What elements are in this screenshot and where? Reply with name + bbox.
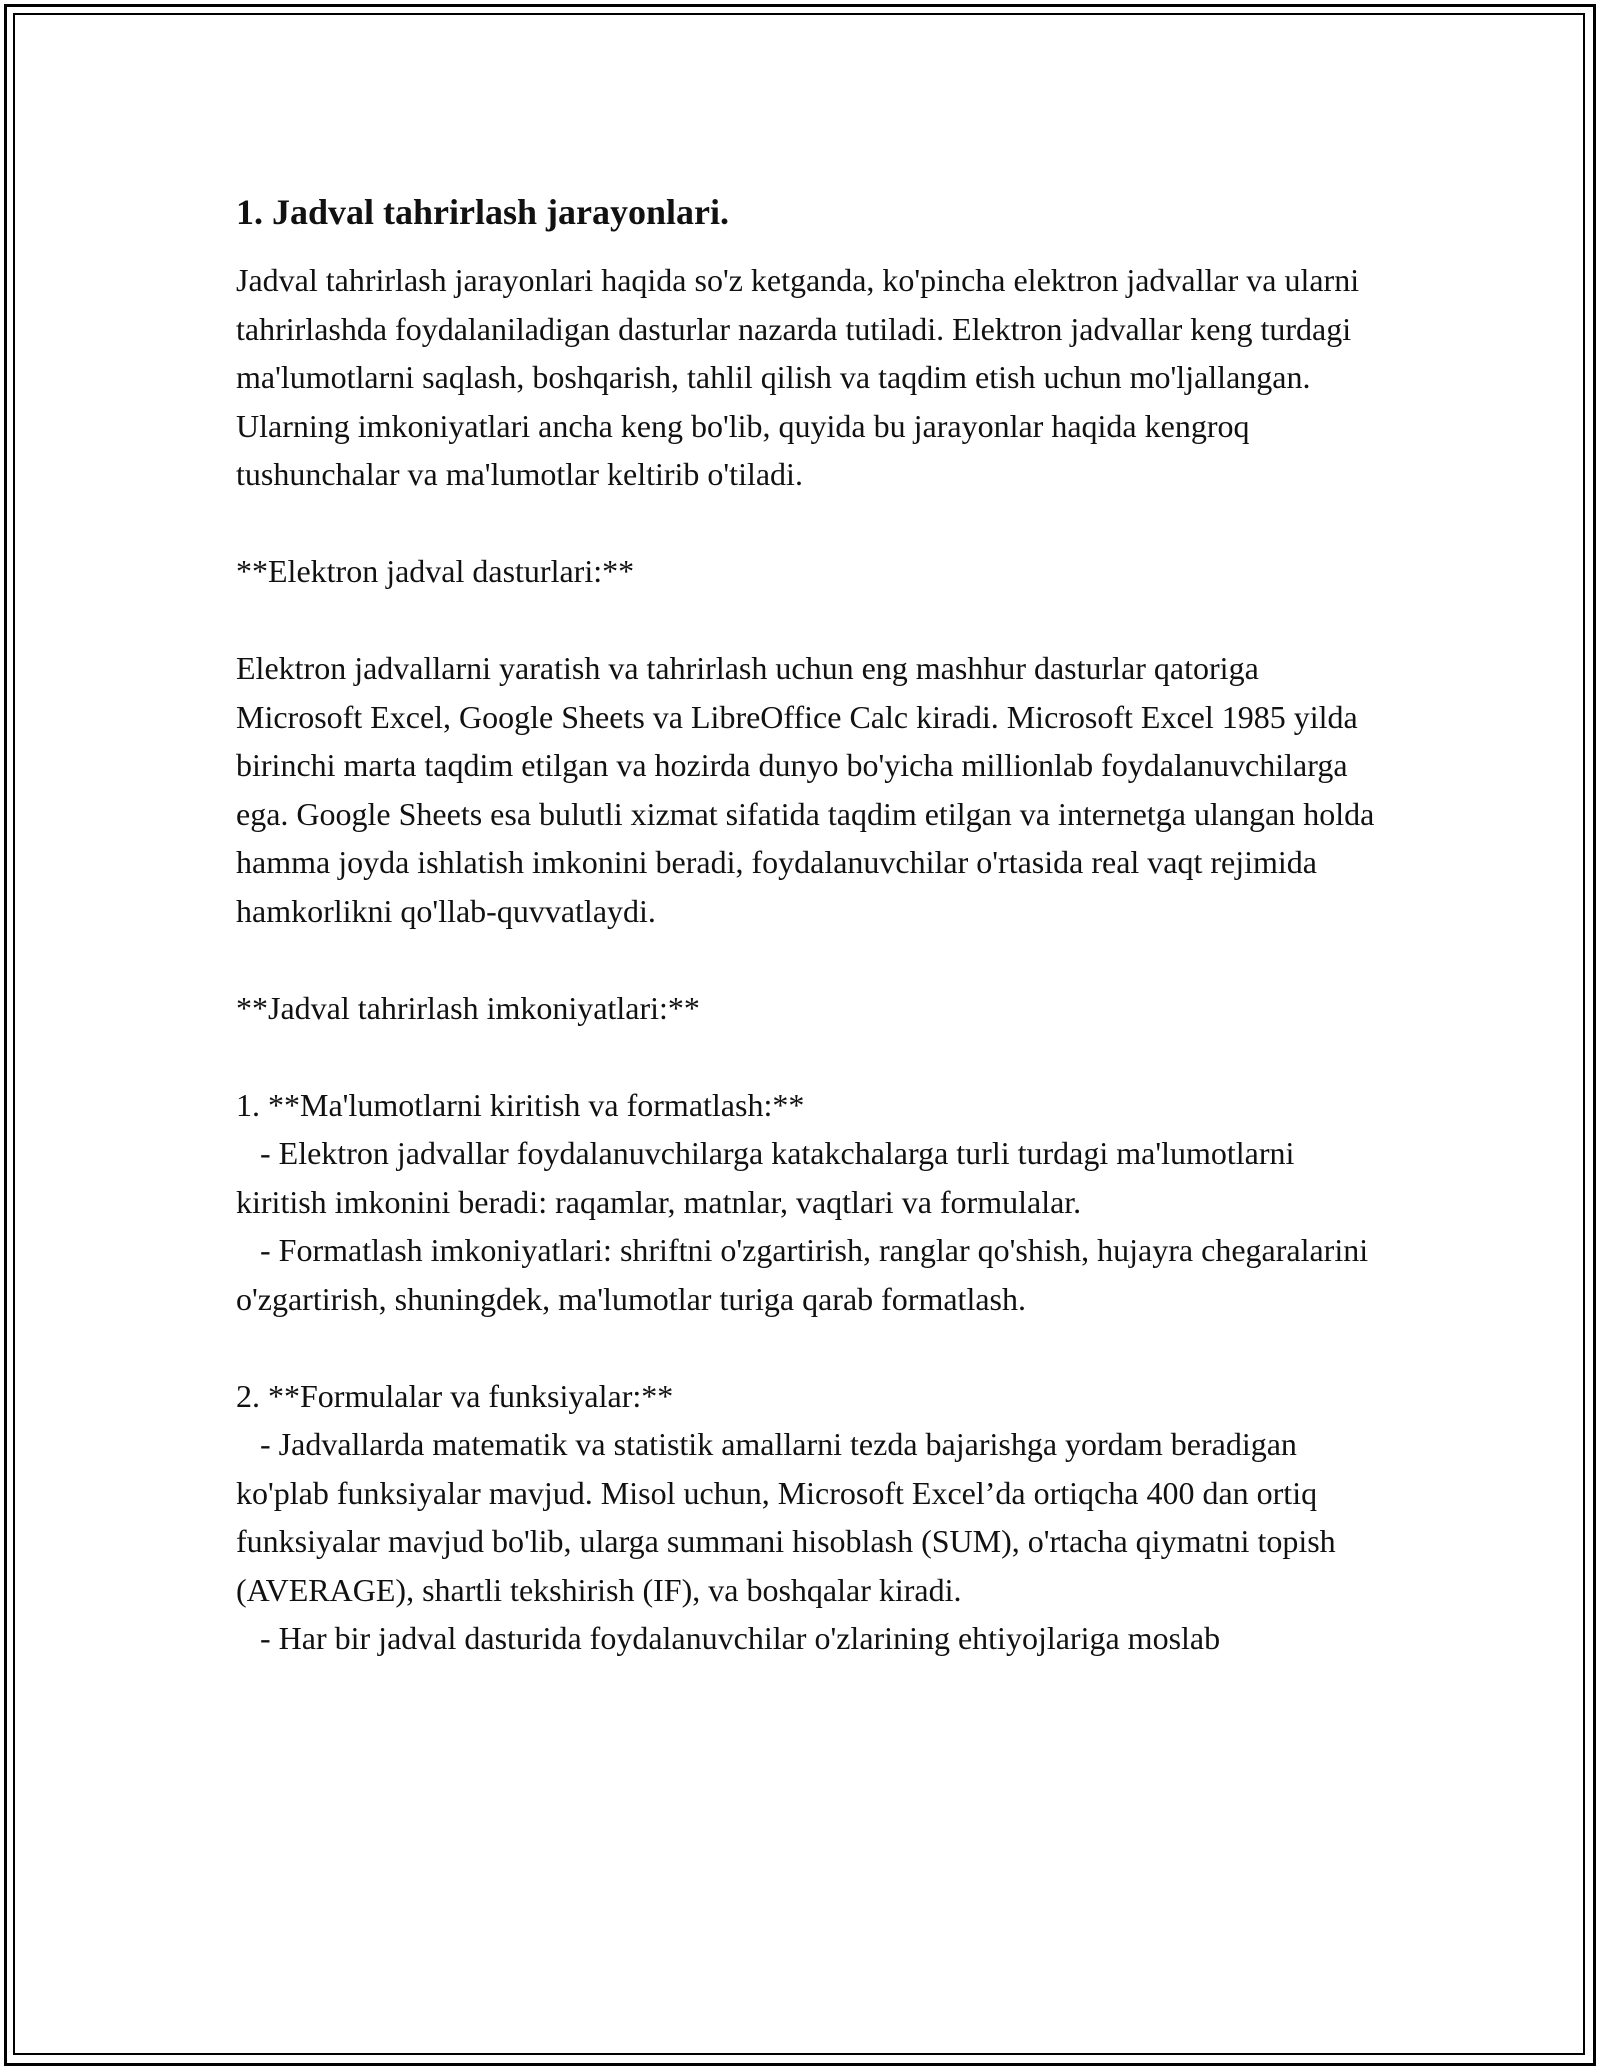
spacer — [236, 499, 1376, 548]
spacer — [236, 1032, 1376, 1081]
intro-paragraph: Jadval tahrirlash jarayonlari haqida so'z ketganda, ko'pincha elektron jadvallar va ularni tahrirlashda foydalaniladigan dasturlar nazarda tutiladi. Elektron jadvallar keng turdagi ma'lumotlarni saqlash, boshqarish, tahlil qilish va taqdim etish uchun mo'ljallangan. Ularning imkoniyatlari ancha keng bo'lib, quyida bu jarayonlar haqida kengroq tushunchalar va ma'lumotlar keltirib o'tiladi. — [236, 262, 1368, 492]
spacer — [236, 596, 1376, 645]
subheading-spreadsheet-programs: **Elektron jadval dasturlari:** — [236, 553, 635, 589]
list-item-formulas: 2. **Formulalar va funksiyalar:** - Jadvallarda matematik va statistik amallarni tezda bajarishga yordam beradigan ko'plab funksiyalar mavjud. Misol uchun, Microsoft Excel’da ortiqcha 400 dan ortiq funksiyalar mavjud bo'lib, ularga summani hisoblash (SUM), o'rtacha qiymatni topish (AVERAGE), shartli tekshirish (IF), va boshqalar kiradi. - Har bir jadval dasturida foydalanuvchilar o'zlarining ehtiyojlariga moslab — [236, 1377, 1336, 1656]
subheading-editing-features: **Jadval tahrirlash imkoniyatlari:** — [236, 989, 700, 1026]
spacer — [236, 935, 1376, 984]
list-item-data-entry: 1. **Ma'lumotlarni kiritish va formatlash:** - Elektron jadvallar foydalanuvchilarga katakchalarga turli turdagi ma'lumotlarni kiritish imkonini beradi: raqamlar, matnlar, vaqtlari va formulalar. - Formatlash imkoniyatlari: shriftni o'zgartirish, ranglar qo'shish, hujayra chegaralarini o'zgartirish, shuningdek, ma'lumotlar turiga qarab formatlash. — [236, 1086, 1369, 1317]
spacer — [236, 1323, 1376, 1372]
section-heading: 1. Jadval tahrirlash jarayonlari. — [236, 192, 729, 232]
document-body — [236, 188, 1383, 1663]
programs-paragraph: Elektron jadvallarni yaratish va tahrirlash uchun eng mashhur dasturlar qatoriga Microsoft Excel, Google Sheets va LibreOffice Calc kiradi. Microsoft Excel 1985 yilda birinchi marta taqdim etilgan va hozirda dunyo bo'yicha millionlab foydalanuvchilarga ega. Google Sheets esa bulutli xizmat sifatida taqdim etilgan va internetga ulangan holda hamma joyda ishlatish imkonini beradi, foydalanuvchilar o'rtasida real vaqt rejimida hamkorlikni qo'llab-quvvatlaydi. — [236, 650, 1383, 929]
